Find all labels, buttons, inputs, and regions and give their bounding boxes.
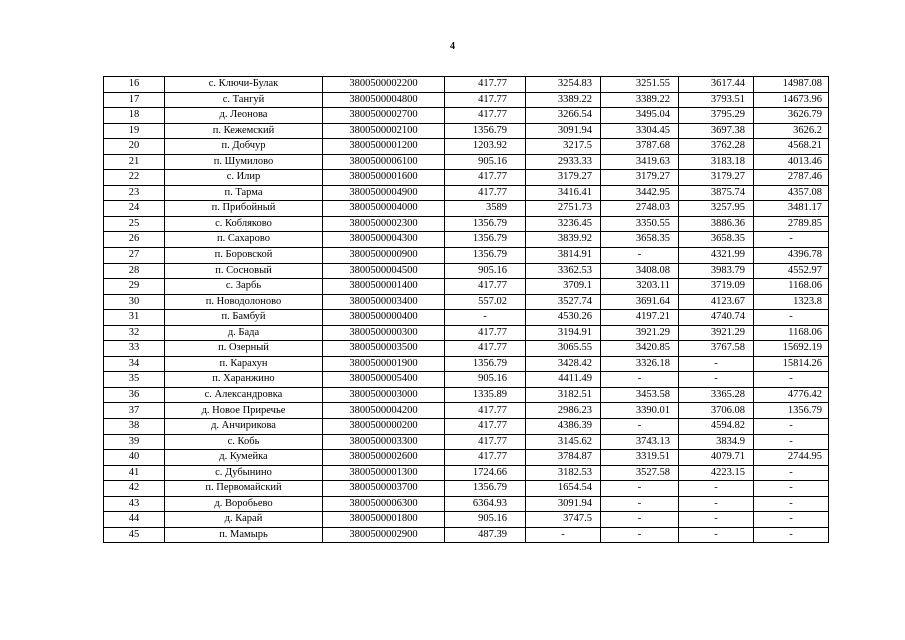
value-3-cell: - <box>601 419 679 435</box>
row-number-cell: 27 <box>104 248 165 264</box>
value-1-cell: 417.77 <box>445 185 526 201</box>
value-5-cell: - <box>754 232 829 248</box>
settlement-name-cell: п. Тарма <box>165 185 323 201</box>
settlement-name-cell: п. Первомайский <box>165 481 323 497</box>
value-2-cell: 3179.27 <box>526 170 601 186</box>
settlement-code-cell: 3800500000900 <box>323 248 445 264</box>
row-number-cell: 36 <box>104 387 165 403</box>
value-1-cell: 3589 <box>445 201 526 217</box>
settlement-code-cell: 3800500000300 <box>323 325 445 341</box>
settlement-code-cell: 3800500004500 <box>323 263 445 279</box>
settlement-code-cell: 3800500002600 <box>323 450 445 466</box>
settlement-name-cell: п. Мамырь <box>165 527 323 543</box>
row-number-cell: 22 <box>104 170 165 186</box>
settlement-code-cell: 3800500003500 <box>323 341 445 357</box>
value-3-cell: - <box>601 372 679 388</box>
settlement-name-cell: с. Тангуй <box>165 92 323 108</box>
table-row <box>104 341 829 357</box>
value-2-cell: 3747.5 <box>526 512 601 528</box>
row-number-cell: 44 <box>104 512 165 528</box>
value-4-cell: 3183.18 <box>679 154 754 170</box>
value-4-cell: 3793.51 <box>679 92 754 108</box>
settlement-name-cell: п. Харанжино <box>165 372 323 388</box>
value-3-cell: 3179.27 <box>601 170 679 186</box>
table-row <box>104 216 829 232</box>
settlement-code-cell: 3800500000400 <box>323 310 445 326</box>
settlement-name-cell: с. Дубынино <box>165 465 323 481</box>
value-5-cell: 4013.46 <box>754 154 829 170</box>
value-4-cell: 3886.36 <box>679 216 754 232</box>
value-3-cell: 3527.58 <box>601 465 679 481</box>
value-4-cell: 4223.15 <box>679 465 754 481</box>
table-row <box>104 387 829 403</box>
value-2-cell: 3091.94 <box>526 496 601 512</box>
settlement-name-cell: с. Илир <box>165 170 323 186</box>
value-4-cell: 3983.79 <box>679 263 754 279</box>
value-3-cell: 4197.21 <box>601 310 679 326</box>
settlement-code-cell: 3800500005400 <box>323 372 445 388</box>
value-1-cell: 1356.79 <box>445 216 526 232</box>
table-body <box>104 77 829 543</box>
table-row <box>104 325 829 341</box>
table-row <box>104 356 829 372</box>
value-4-cell: 3257.95 <box>679 201 754 217</box>
value-2-cell: 2751.73 <box>526 201 601 217</box>
value-1-cell: 557.02 <box>445 294 526 310</box>
settlement-name-cell: п. Добчур <box>165 139 323 155</box>
value-2-cell: 3266.54 <box>526 108 601 124</box>
row-number-cell: 24 <box>104 201 165 217</box>
value-2-cell: 3784.87 <box>526 450 601 466</box>
value-3-cell: 3304.45 <box>601 123 679 139</box>
value-2-cell: 3839.92 <box>526 232 601 248</box>
value-3-cell: - <box>601 512 679 528</box>
table-row <box>104 419 829 435</box>
settlement-code-cell: 3800500003300 <box>323 434 445 450</box>
settlement-name-cell: д. Леонова <box>165 108 323 124</box>
settlement-name-cell: п. Новодолоново <box>165 294 323 310</box>
table-row <box>104 185 829 201</box>
settlement-code-cell: 3800500001600 <box>323 170 445 186</box>
value-5-cell: 4552.97 <box>754 263 829 279</box>
settlement-name-cell: п. Карахун <box>165 356 323 372</box>
value-5-cell: 4776.42 <box>754 387 829 403</box>
value-5-cell: 1168.06 <box>754 279 829 295</box>
row-number-cell: 42 <box>104 481 165 497</box>
value-4-cell: 3875.74 <box>679 185 754 201</box>
settlement-name-cell: д. Кумейка <box>165 450 323 466</box>
settlement-name-cell: п. Боровской <box>165 248 323 264</box>
row-number-cell: 34 <box>104 356 165 372</box>
settlement-code-cell: 3800500002200 <box>323 77 445 93</box>
value-2-cell: 3091.94 <box>526 123 601 139</box>
row-number-cell: 30 <box>104 294 165 310</box>
settlement-code-cell: 3800500003000 <box>323 387 445 403</box>
value-2-cell: 3527.74 <box>526 294 601 310</box>
value-2-cell: 3194.91 <box>526 325 601 341</box>
settlement-code-cell: 3800500001300 <box>323 465 445 481</box>
value-1-cell: 417.77 <box>445 170 526 186</box>
value-4-cell: - <box>679 512 754 528</box>
value-1-cell: 487.39 <box>445 527 526 543</box>
value-4-cell: 3706.08 <box>679 403 754 419</box>
table-row <box>104 310 829 326</box>
value-5-cell: 3626.2 <box>754 123 829 139</box>
table-row <box>104 481 829 497</box>
value-5-cell: 4357.08 <box>754 185 829 201</box>
settlement-name-cell: с. Кобь <box>165 434 323 450</box>
row-number-cell: 37 <box>104 403 165 419</box>
row-number-cell: 18 <box>104 108 165 124</box>
settlement-code-cell: 3800500002900 <box>323 527 445 543</box>
settlement-code-cell: 3800500004300 <box>323 232 445 248</box>
value-3-cell: 3389.22 <box>601 92 679 108</box>
value-5-cell: 3481.17 <box>754 201 829 217</box>
settlements-table <box>103 76 829 543</box>
value-1-cell: 417.77 <box>445 325 526 341</box>
settlement-code-cell: 3800500001200 <box>323 139 445 155</box>
value-3-cell: 3495.04 <box>601 108 679 124</box>
table-row <box>104 434 829 450</box>
settlement-code-cell: 3800500004800 <box>323 92 445 108</box>
value-2-cell: 3814.91 <box>526 248 601 264</box>
table-row <box>104 372 829 388</box>
settlement-name-cell: с. Зарбь <box>165 279 323 295</box>
settlement-code-cell: 3800500004200 <box>323 403 445 419</box>
value-3-cell: - <box>601 527 679 543</box>
value-5-cell: - <box>754 310 829 326</box>
page-number: 4 <box>450 41 455 52</box>
value-4-cell: 3617.44 <box>679 77 754 93</box>
value-1-cell: 417.77 <box>445 77 526 93</box>
settlement-name-cell: с. Ключи-Булак <box>165 77 323 93</box>
value-4-cell: 4321.99 <box>679 248 754 264</box>
value-1-cell: 417.77 <box>445 108 526 124</box>
value-2-cell: 3389.22 <box>526 92 601 108</box>
table-row <box>104 139 829 155</box>
value-4-cell: - <box>679 481 754 497</box>
table-row <box>104 279 829 295</box>
row-number-cell: 20 <box>104 139 165 155</box>
table-row <box>104 294 829 310</box>
value-2-cell: 3217.5 <box>526 139 601 155</box>
row-number-cell: 32 <box>104 325 165 341</box>
value-4-cell: - <box>679 527 754 543</box>
table-row <box>104 108 829 124</box>
table-row <box>104 170 829 186</box>
value-1-cell: 417.77 <box>445 434 526 450</box>
value-4-cell: 3921.29 <box>679 325 754 341</box>
value-1-cell: 1356.79 <box>445 481 526 497</box>
value-5-cell: 3626.79 <box>754 108 829 124</box>
settlement-name-cell: д. Карай <box>165 512 323 528</box>
settlement-name-cell: п. Кежемский <box>165 123 323 139</box>
value-4-cell: 4740.74 <box>679 310 754 326</box>
row-number-cell: 23 <box>104 185 165 201</box>
row-number-cell: 33 <box>104 341 165 357</box>
value-5-cell: - <box>754 419 829 435</box>
row-number-cell: 35 <box>104 372 165 388</box>
value-3-cell: 3658.35 <box>601 232 679 248</box>
value-5-cell: - <box>754 465 829 481</box>
value-3-cell: - <box>601 481 679 497</box>
settlement-code-cell: 3800500001800 <box>323 512 445 528</box>
value-2-cell: 3065.55 <box>526 341 601 357</box>
value-2-cell: 3362.53 <box>526 263 601 279</box>
value-1-cell: 905.16 <box>445 372 526 388</box>
settlement-code-cell: 3800500003400 <box>323 294 445 310</box>
value-3-cell: 3419.63 <box>601 154 679 170</box>
row-number-cell: 39 <box>104 434 165 450</box>
table-row <box>104 512 829 528</box>
value-5-cell: 15814.26 <box>754 356 829 372</box>
settlement-code-cell: 3800500001400 <box>323 279 445 295</box>
value-2-cell: - <box>526 527 601 543</box>
settlement-name-cell: с. Кобляково <box>165 216 323 232</box>
value-5-cell: 2744.95 <box>754 450 829 466</box>
value-3-cell: 3251.55 <box>601 77 679 93</box>
value-1-cell: 6364.93 <box>445 496 526 512</box>
value-5-cell: 14987.08 <box>754 77 829 93</box>
table-row <box>104 403 829 419</box>
value-1-cell: 417.77 <box>445 341 526 357</box>
table-row <box>104 527 829 543</box>
table-row <box>104 263 829 279</box>
value-2-cell: 3416.41 <box>526 185 601 201</box>
table-row <box>104 201 829 217</box>
table-row <box>104 248 829 264</box>
value-1-cell: 417.77 <box>445 450 526 466</box>
settlement-code-cell: 3800500003700 <box>323 481 445 497</box>
value-3-cell: 3691.64 <box>601 294 679 310</box>
value-1-cell: 417.77 <box>445 279 526 295</box>
settlement-name-cell: п. Бамбуй <box>165 310 323 326</box>
row-number-cell: 29 <box>104 279 165 295</box>
settlement-name-cell: д. Новое Приречье <box>165 403 323 419</box>
value-4-cell: 3697.38 <box>679 123 754 139</box>
value-4-cell: 3795.29 <box>679 108 754 124</box>
table-row <box>104 450 829 466</box>
settlement-code-cell: 3800500002100 <box>323 123 445 139</box>
value-1-cell: 1356.79 <box>445 248 526 264</box>
value-1-cell: 417.77 <box>445 92 526 108</box>
value-3-cell: 3203.11 <box>601 279 679 295</box>
value-2-cell: 3182.51 <box>526 387 601 403</box>
value-1-cell: 417.77 <box>445 419 526 435</box>
row-number-cell: 19 <box>104 123 165 139</box>
value-1-cell: 1356.79 <box>445 356 526 372</box>
value-2-cell: 3709.1 <box>526 279 601 295</box>
table-row <box>104 232 829 248</box>
settlement-name-cell: п. Сосновый <box>165 263 323 279</box>
value-3-cell: - <box>601 496 679 512</box>
value-2-cell: 1654.54 <box>526 481 601 497</box>
value-3-cell: 3442.95 <box>601 185 679 201</box>
row-number-cell: 40 <box>104 450 165 466</box>
settlement-name-cell: п. Прибойный <box>165 201 323 217</box>
value-4-cell: 4123.67 <box>679 294 754 310</box>
value-4-cell: 3767.58 <box>679 341 754 357</box>
value-1-cell: 1203.92 <box>445 139 526 155</box>
value-4-cell: 4594.82 <box>679 419 754 435</box>
value-2-cell: 2933.33 <box>526 154 601 170</box>
settlement-code-cell: 3800500006100 <box>323 154 445 170</box>
value-3-cell: 3319.51 <box>601 450 679 466</box>
value-2-cell: 4411.49 <box>526 372 601 388</box>
value-1-cell: 905.16 <box>445 512 526 528</box>
row-number-cell: 28 <box>104 263 165 279</box>
value-3-cell: 3787.68 <box>601 139 679 155</box>
value-5-cell: - <box>754 434 829 450</box>
value-5-cell: 2789.85 <box>754 216 829 232</box>
value-4-cell: 3179.27 <box>679 170 754 186</box>
value-1-cell: 1335.89 <box>445 387 526 403</box>
value-5-cell: 15692.19 <box>754 341 829 357</box>
value-1-cell: 1356.79 <box>445 232 526 248</box>
row-number-cell: 41 <box>104 465 165 481</box>
table-row <box>104 465 829 481</box>
value-5-cell: 14673.96 <box>754 92 829 108</box>
settlement-code-cell: 3800500006300 <box>323 496 445 512</box>
value-5-cell: - <box>754 512 829 528</box>
value-1-cell: 1724.66 <box>445 465 526 481</box>
value-5-cell: - <box>754 527 829 543</box>
value-4-cell: 3834.9 <box>679 434 754 450</box>
settlement-name-cell: с. Александровка <box>165 387 323 403</box>
value-5-cell: 1356.79 <box>754 403 829 419</box>
table-row <box>104 154 829 170</box>
value-4-cell: 3762.28 <box>679 139 754 155</box>
value-4-cell: 4079.71 <box>679 450 754 466</box>
table-row <box>104 92 829 108</box>
row-number-cell: 43 <box>104 496 165 512</box>
settlement-code-cell: 3800500000200 <box>323 419 445 435</box>
settlement-name-cell: п. Сахарово <box>165 232 323 248</box>
value-3-cell: 3921.29 <box>601 325 679 341</box>
value-4-cell: - <box>679 496 754 512</box>
settlement-code-cell: 3800500002700 <box>323 108 445 124</box>
value-2-cell: 3254.83 <box>526 77 601 93</box>
value-3-cell: 3390.01 <box>601 403 679 419</box>
value-1-cell: 905.16 <box>445 263 526 279</box>
value-3-cell: 3408.08 <box>601 263 679 279</box>
value-1-cell: 417.77 <box>445 403 526 419</box>
value-2-cell: 4386.39 <box>526 419 601 435</box>
value-3-cell: 3326.18 <box>601 356 679 372</box>
settlement-name-cell: д. Бада <box>165 325 323 341</box>
value-4-cell: - <box>679 372 754 388</box>
value-3-cell: - <box>601 248 679 264</box>
value-2-cell: 2986.23 <box>526 403 601 419</box>
value-3-cell: 2748.03 <box>601 201 679 217</box>
value-4-cell: 3365.28 <box>679 387 754 403</box>
settlement-name-cell: п. Озерный <box>165 341 323 357</box>
value-3-cell: 3453.58 <box>601 387 679 403</box>
value-1-cell: 905.16 <box>445 154 526 170</box>
settlement-code-cell: 3800500001900 <box>323 356 445 372</box>
value-3-cell: 3350.55 <box>601 216 679 232</box>
row-number-cell: 17 <box>104 92 165 108</box>
value-3-cell: 3743.13 <box>601 434 679 450</box>
value-2-cell: 3236.45 <box>526 216 601 232</box>
value-5-cell: 1168.06 <box>754 325 829 341</box>
value-1-cell: - <box>445 310 526 326</box>
value-5-cell: - <box>754 372 829 388</box>
table-row <box>104 123 829 139</box>
value-2-cell: 3182.53 <box>526 465 601 481</box>
value-4-cell: - <box>679 356 754 372</box>
value-3-cell: 3420.85 <box>601 341 679 357</box>
settlement-name-cell: д. Воробьево <box>165 496 323 512</box>
settlement-code-cell: 3800500004900 <box>323 185 445 201</box>
settlement-code-cell: 3800500004000 <box>323 201 445 217</box>
value-2-cell: 3428.42 <box>526 356 601 372</box>
value-5-cell: - <box>754 481 829 497</box>
value-4-cell: 3719.09 <box>679 279 754 295</box>
value-5-cell: 4396.78 <box>754 248 829 264</box>
value-5-cell: 1323.8 <box>754 294 829 310</box>
row-number-cell: 21 <box>104 154 165 170</box>
settlement-code-cell: 3800500002300 <box>323 216 445 232</box>
table-row <box>104 77 829 93</box>
value-1-cell: 1356.79 <box>445 123 526 139</box>
row-number-cell: 38 <box>104 419 165 435</box>
settlement-name-cell: п. Шумилово <box>165 154 323 170</box>
table-row <box>104 496 829 512</box>
row-number-cell: 31 <box>104 310 165 326</box>
value-4-cell: 3658.35 <box>679 232 754 248</box>
settlement-name-cell: д. Анчирикова <box>165 419 323 435</box>
row-number-cell: 16 <box>104 77 165 93</box>
value-2-cell: 3145.62 <box>526 434 601 450</box>
value-2-cell: 4530.26 <box>526 310 601 326</box>
row-number-cell: 45 <box>104 527 165 543</box>
value-5-cell: 4568.21 <box>754 139 829 155</box>
row-number-cell: 25 <box>104 216 165 232</box>
value-5-cell: - <box>754 496 829 512</box>
row-number-cell: 26 <box>104 232 165 248</box>
value-5-cell: 2787.46 <box>754 170 829 186</box>
